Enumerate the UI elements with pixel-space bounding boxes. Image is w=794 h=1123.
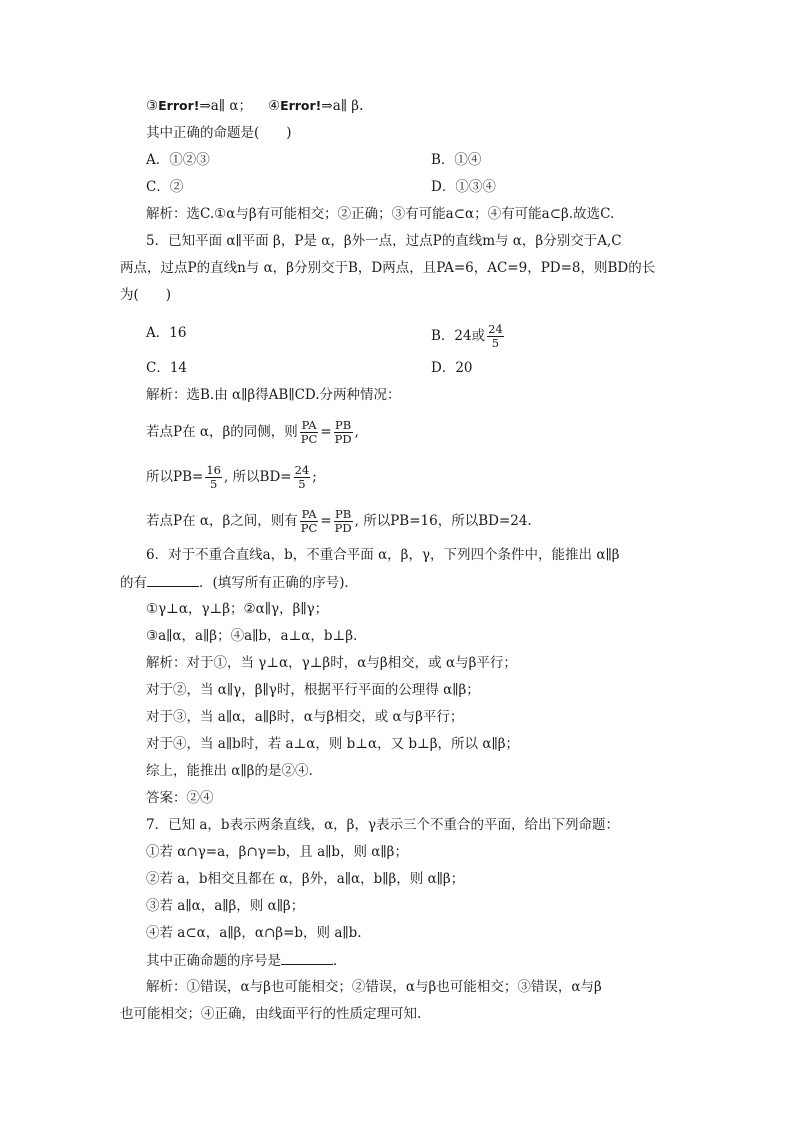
- q6-line-1: 6．对于不重合直线a，b，不重合平面 α，β，γ，下列四个条件中，能推出 α∥β: [146, 547, 620, 563]
- q7-prompt-post: ．: [333, 953, 347, 969]
- q5-analysis-2: [146, 418, 359, 446]
- q6-answer-blank: [147, 572, 199, 587]
- q5-a4-text: 若点P在 α，β之间，则有: [146, 513, 298, 529]
- q5-a3-post: ;: [312, 469, 317, 485]
- q7-answer-blank: [281, 950, 333, 965]
- q6-solution-4: 对于④，当 a∥b时，若 a⊥α，则 b⊥α，又 b⊥β，所以 α∥β；: [146, 736, 519, 752]
- q4-option-a: A．①②③: [146, 152, 210, 168]
- q4-option-c: C．②: [146, 179, 184, 195]
- q5-a2-text: 若点P在 α，β的同侧，则: [146, 424, 298, 440]
- fraction-denominator: 5: [209, 477, 218, 491]
- q6-line2-post: ．(填写所有正确的序号)．: [199, 575, 359, 591]
- q5-a4-post: , 所以PB=16，所以BD=24.: [354, 513, 532, 529]
- fraction-pb-pd: [334, 419, 353, 446]
- q5-line-2: 两点，过点P的直线n与 α，β分别交于B，D两点，且PA=6，AC=9，PD=8，则BD的长: [120, 260, 656, 276]
- q6-solution-1: 解析：对于①，当 γ⊥α，γ⊥β时，α与β相交，或 α与β平行；: [146, 655, 517, 671]
- item4-prefix: ④: [267, 98, 281, 114]
- fraction-pa-pc: [300, 419, 319, 446]
- q7-proposition-3: ③若 a∥α，a∥β，则 α∥β；: [146, 898, 305, 914]
- q7-prompt-pre: 其中正确命题的序号是: [146, 953, 281, 969]
- fraction-denominator: PD: [334, 432, 352, 446]
- item4-error-field: Error!: [280, 98, 322, 113]
- q5-option-d: D．20: [431, 360, 473, 376]
- fraction-numerator: PA: [301, 418, 317, 432]
- fraction-24-5: [294, 464, 311, 491]
- q6-line2-pre: 的有: [120, 575, 147, 591]
- item4-rest: ⇒a∥ β.: [321, 98, 364, 114]
- fraction-denominator: PC: [300, 432, 318, 446]
- q7-proposition-2: ②若 a，b相交且都在 α，β外，a∥α，b∥β，则 α∥β；: [146, 871, 465, 887]
- equals-sign: =: [320, 513, 332, 529]
- q7-prompt: [146, 950, 347, 970]
- fraction-16-5: [205, 464, 222, 491]
- fraction-denominator: PD: [334, 521, 352, 535]
- q5-analysis-4: [146, 507, 532, 535]
- q5-analysis-3: [146, 463, 317, 491]
- q7-proposition-4: ④若 a⊂α，a∥β，α∩β=b，则 a∥b.: [146, 925, 362, 941]
- q5-option-b: [431, 322, 506, 350]
- item3-prefix: ③: [146, 98, 159, 114]
- q4-option-b: B．①④: [431, 152, 482, 168]
- fraction-denominator: 5: [298, 477, 306, 491]
- q6-solution-3: 对于③，当 a∥α，a∥β时，α与β相交，或 α与β平行；: [146, 709, 464, 725]
- q6-solution-5: 综上，能推出 α∥β的是②④.: [146, 763, 313, 779]
- q7-solution-1: 解析：①错误，α与β也可能相交；②错误，α与β也可能相交；③错误，α与β: [146, 979, 602, 995]
- q5-analysis-1: 解析：选B.由 α∥β得AB∥CD.分两种情况：: [146, 387, 401, 403]
- fraction-numerator: PB: [335, 507, 352, 521]
- q7-line-1: 7．已知 a，b表示两条直线，α，β，γ表示三个不重合的平面，给出下列命题：: [146, 817, 620, 833]
- q5-a3-text: 所以PB=: [146, 469, 204, 485]
- q6-answer: 答案：②④: [146, 790, 214, 806]
- fraction-numerator: 24: [488, 322, 503, 336]
- item3-error-field: Error!: [158, 98, 200, 113]
- q5-a2-post: ,: [354, 424, 359, 440]
- q4-prompt: 其中正确的命题是( ): [146, 125, 292, 141]
- q6-solution-2: 对于②，当 α∥γ，β∥γ时，根据平行平面的公理得 α∥β；: [146, 682, 480, 698]
- fraction-denominator: PC: [300, 521, 318, 535]
- q5-option-a: A．16: [146, 325, 187, 341]
- fraction-pb-pd: [334, 508, 353, 535]
- q4-option-d: D．①③④: [431, 179, 496, 195]
- q5-option-c: C．14: [146, 360, 188, 376]
- fraction-denominator: 5: [491, 336, 500, 350]
- fraction-numerator: PB: [335, 418, 352, 432]
- equals-sign: =: [320, 424, 332, 440]
- q6-conditions-1: ①γ⊥α，γ⊥β；②α∥γ，β∥γ；: [146, 601, 329, 617]
- q5-a3-mid: , 所以BD=: [223, 469, 292, 485]
- fraction-numerator: 16: [206, 463, 221, 477]
- q5-option-b-fraction: [487, 323, 504, 350]
- fraction-numerator: PA: [301, 507, 317, 521]
- fraction-pa-pc: [300, 508, 319, 535]
- fraction-numerator: 24: [294, 463, 310, 477]
- item3-rest: ⇒a∥ α；: [199, 98, 252, 114]
- q6-line-2: [120, 572, 358, 592]
- q7-solution-2: 也可能相交；④正确，由线面平行的性质定理可知.: [120, 1006, 422, 1022]
- q5-line-3: 为( ): [120, 287, 172, 303]
- q7-proposition-1: ①若 α∩γ=a，β∩γ=b，且 a∥b，则 α∥β；: [146, 844, 408, 860]
- q5-line-1: 5．已知平面 α∥平面 β，P是 α，β外一点，过点P的直线m与 α，β分别交于A,C: [146, 233, 622, 249]
- items-3-4-line: [146, 96, 363, 116]
- q4-analysis: 解析：选C.①α与β有可能相交；②正确；③有可能a⊂α；④有可能a⊂β.故选C.: [146, 206, 615, 222]
- q6-conditions-2: ③a∥α，a∥β；④a∥b，a⊥α，b⊥β.: [146, 628, 358, 644]
- q5-option-b-label: B．24或: [431, 328, 486, 344]
